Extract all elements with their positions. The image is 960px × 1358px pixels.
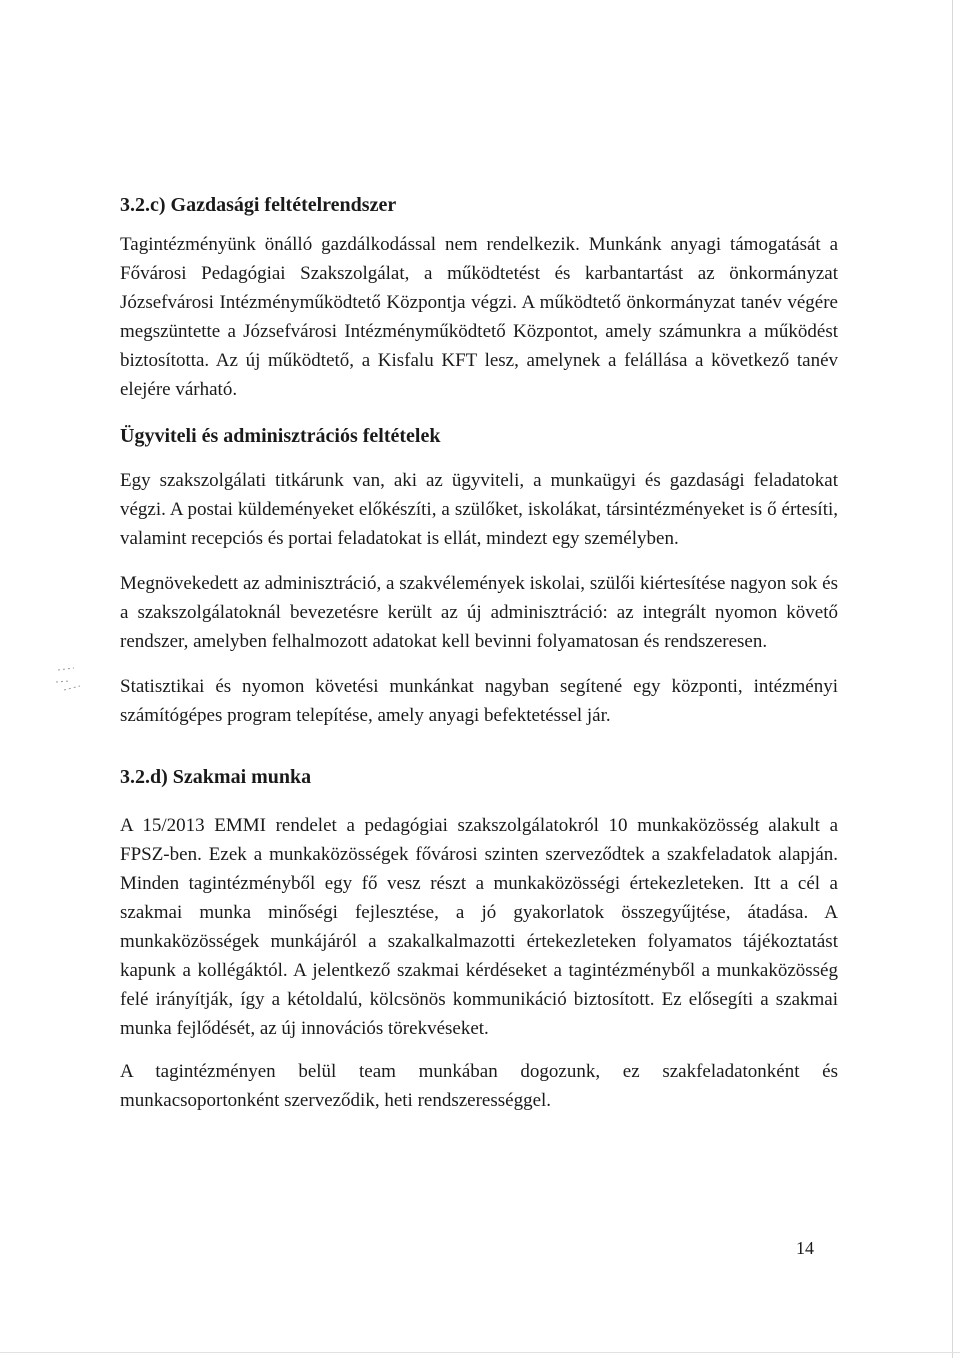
section-heading-ugyviteli: Ügyviteli és adminisztrációs feltételek: [120, 425, 441, 447]
paragraph-szakmai-team: A tagintézményen belül team munkában dogozunk, ez szakfeladatonként és munkacsoportonként szerveződik, heti rendszerességgel.: [120, 1061, 838, 1111]
page-content: [120, 192, 838, 1115]
paragraph-ugyviteli-adminisztracio: Megnövekedett az adminisztráció, a szakvélemények iskolai, szülői kiértesítése nagyon sok és a szakszolgálatoknál bevezetésre került az új adminisztráció: az integrált nyomon követő rendszer, amelyben felhalmozott adatokat kell bevinni folyamatosan és rendszeresen.: [120, 573, 838, 652]
page-number: 14: [796, 1238, 814, 1258]
scan-edge-right: [952, 0, 953, 1358]
paragraph-ugyviteli-titkar: Egy szakszolgálati titkárunk van, aki az ügyviteli, a munkaügyi és gazdasági feladatokat végzi. A postai küldeményeket előkészíti, a szülőket, iskolákat, társintézményeket is ő értesíti, valamint recepciós és portai feladatokat is ellát, mindezt egy személyben.: [120, 470, 838, 549]
section-heading-gazdasagi: 3.2.c) Gazdasági feltételrendszer: [120, 194, 397, 216]
paragraph-szakmai-munkakozosseg: A 15/2013 EMMI rendelet a pedagógiai szakszolgálatokról 10 munkaközösség alakult a FPSZ-ben. Ezek a munkaközösségek fővárosi szinten szerveződtek a szakfeladatok alapján. Minden tagintézményből egy fő vesz részt a munkaközösségi értekezleteken. Itt a cél a szakmai munka minőségi fejlesztése, a jó gyakorlatok összegyűjtése, átadása. A munkaközösségek munkájáról a szakalkalmazotti értekezleteken folyamatos tájékoztatást kapunk a kollégáktól. A jelentkező szakmai kérdéseket a tagintézményből a munkaközösség felé irányítják, így a kétoldalú, kölcsönös kommunikáció biztosított. Ez elősegíti a szakmai munka fejlődését, az új innovációs törekvéseket.: [120, 815, 838, 1039]
paragraph-ugyviteli-statisztika: Statisztikai és nyomon követési munkánkat nagyban segítené egy központi, intézményi számítógépes program telepítése, amely anyagi befektetéssel jár.: [120, 676, 838, 726]
scan-smudge-mark: [50, 660, 86, 700]
paragraph-gazdasagi: Tagintézményünk önálló gazdálkodással nem rendelkezik. Munkánk anyagi támogatását a Fővárosi Pedagógiai Szakszolgálat, a működtetést és karbantartást az önkormányzat Józsefvárosi Intézményműködtető Központja végzi. A működtető önkormányzat tanév végére megszüntette a Józsefvárosi Intézményműködtető Központot, amely számunkra a működést biztosította. Az új működtető, a Kisfalu KFT lesz, amelynek a felállása a következő tanév elejére várható.: [120, 234, 838, 400]
section-heading-szakmai: 3.2.d) Szakmai munka: [120, 766, 312, 788]
scan-edge-bottom: [0, 1352, 960, 1353]
